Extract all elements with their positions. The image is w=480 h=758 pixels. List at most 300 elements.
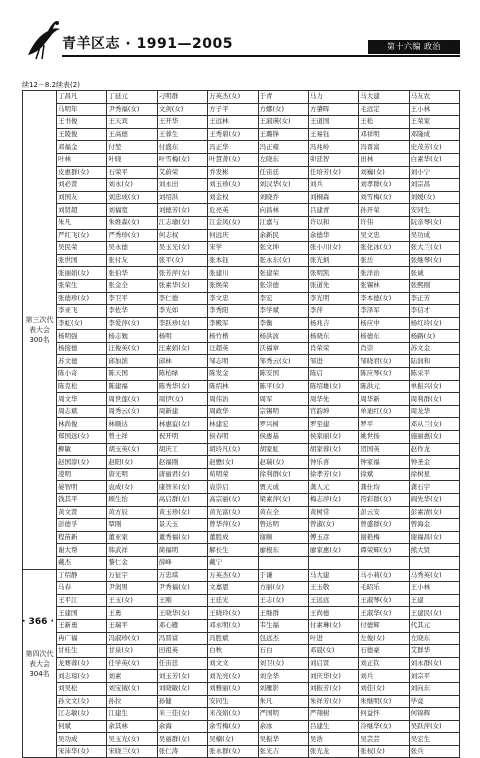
member-name-cell: 丁绍静 bbox=[57, 569, 107, 582]
member-name-cell: 石白 bbox=[258, 645, 308, 658]
member-name-cell: 刘光亮(女) bbox=[208, 670, 258, 683]
member-name-cell: 曾华萍(女) bbox=[208, 519, 258, 532]
member-name-cell: 廖根东 bbox=[258, 544, 308, 557]
member-name-cell: 王小林 bbox=[409, 103, 459, 116]
member-name-cell: 赵作龙 bbox=[409, 443, 459, 456]
member-name-cell: 刘巍(女) bbox=[359, 166, 409, 179]
member-name-cell: 方肇晖 bbox=[308, 103, 358, 116]
table-row bbox=[23, 330, 460, 343]
member-name-cell: 张诚 bbox=[409, 267, 459, 280]
member-name-cell: 宗锡明 bbox=[258, 405, 308, 418]
member-name-cell: 黄树常 bbox=[308, 506, 358, 519]
table-row bbox=[23, 670, 460, 683]
member-name-cell: 王新勇 bbox=[57, 619, 107, 632]
member-name-cell: 刘媛(女) bbox=[409, 191, 459, 204]
member-name-cell: 任宙廷 bbox=[157, 657, 207, 670]
member-name-cell: 刘宗平 bbox=[409, 670, 459, 683]
member-name-cell: 刘福宽 bbox=[107, 204, 157, 217]
member-name-cell: 钟圣金 bbox=[409, 456, 459, 469]
member-name-cell: 吴玉光(女) bbox=[107, 733, 157, 746]
member-name-cell: 李卫平 bbox=[107, 292, 157, 305]
member-name-cell: 毕竟 bbox=[409, 695, 459, 708]
member-name-cell: 安同生 bbox=[409, 204, 459, 217]
member-name-cell: 张光吉 bbox=[258, 745, 308, 758]
member-name-cell: 刘永(女) bbox=[107, 179, 157, 192]
table-row bbox=[23, 519, 460, 532]
member-name-cell: 景天玉 bbox=[157, 519, 207, 532]
member-name-cell: 吕建生 bbox=[308, 720, 358, 733]
member-name-cell: 刘玉芳(女) bbox=[157, 670, 207, 683]
member-name-cell: 毛远定 bbox=[359, 103, 409, 116]
member-name-cell: 黄文贤 bbox=[57, 506, 107, 519]
member-name-cell: 曾盛群(女) bbox=[359, 519, 409, 532]
member-name-cell: 王建民(女) bbox=[409, 607, 459, 620]
member-name-cell: 余新民 bbox=[258, 229, 308, 242]
member-name-cell: 王晓玲(女) bbox=[208, 607, 258, 620]
member-name-cell: 张岳 bbox=[359, 254, 409, 267]
member-name-cell: 刘雪梅(女) bbox=[359, 191, 409, 204]
member-name-cell: 李仁德 bbox=[157, 292, 207, 305]
member-name-cell: 张焕荣 bbox=[208, 279, 258, 292]
member-name-cell: 王尚德 bbox=[308, 607, 358, 620]
member-name-cell: 徐利群(女) bbox=[258, 468, 308, 481]
member-name-cell: 马大建 bbox=[308, 569, 358, 582]
table-row bbox=[23, 657, 460, 670]
member-name-cell: 于青 bbox=[258, 91, 308, 104]
member-name-cell: 陈小奇 bbox=[57, 368, 107, 381]
member-name-cell: 丁延元 bbox=[107, 91, 157, 104]
table-row bbox=[23, 204, 460, 217]
member-name-cell: 李本德(女) bbox=[359, 292, 409, 305]
table-row bbox=[23, 456, 460, 469]
member-name-cell: 罗至建 bbox=[308, 418, 358, 431]
member-name-cell: 刘宝钺(女) bbox=[107, 682, 157, 695]
table-row bbox=[23, 619, 460, 632]
member-name-cell: 刘兵 bbox=[308, 179, 358, 192]
member-name-cell: 付德辉 bbox=[359, 619, 409, 632]
member-name-cell: 江金凤(女) bbox=[208, 216, 258, 229]
member-name-cell: 刘桐森 bbox=[308, 191, 358, 204]
table-row bbox=[23, 305, 460, 318]
member-name-cell: 刘绍洪 bbox=[157, 191, 207, 204]
member-name-cell: 周世莲(女) bbox=[107, 393, 157, 406]
member-name-cell: 周军 bbox=[258, 393, 308, 406]
member-name-cell: 张建川 bbox=[208, 267, 258, 280]
book-title: 青羊区志 · 1991—2005 bbox=[62, 36, 233, 52]
member-name-cell: 王勇 bbox=[107, 607, 157, 620]
member-name-cell: 李跃珍(女) bbox=[157, 317, 207, 330]
table-row bbox=[23, 191, 460, 204]
member-name-cell: 张丽娟(女) bbox=[57, 267, 107, 280]
member-name-cell: 冯淑珍(女) bbox=[107, 632, 157, 645]
member-name-cell: 皮惠群(女) bbox=[57, 166, 107, 179]
member-name-cell: 侯惠基 bbox=[258, 431, 308, 444]
table-row bbox=[23, 279, 460, 292]
member-name-cell: 白秋 bbox=[208, 645, 258, 658]
member-name-cell: 马力 bbox=[308, 91, 358, 104]
member-name-cell: 凌明 bbox=[57, 468, 107, 481]
member-name-cell: 陈建福 bbox=[107, 380, 157, 393]
member-name-cell: 陈洪元 bbox=[359, 380, 409, 393]
member-name-cell: 朱维森(女) bbox=[107, 216, 157, 229]
table-row bbox=[23, 594, 460, 607]
member-name-cell: 柳敏 bbox=[57, 443, 107, 456]
member-name-cell: 米三佳(女) bbox=[157, 708, 207, 721]
member-name-cell: 邓福金 bbox=[57, 141, 107, 154]
member-name-cell: 赵阳(女) bbox=[107, 456, 157, 469]
member-name-cell: 刘必贤 bbox=[57, 179, 107, 192]
member-name-cell: 朱凡 bbox=[57, 216, 107, 229]
member-name-cell: 杨红玲(女) bbox=[409, 317, 459, 330]
member-name-cell: 周政华 bbox=[208, 405, 258, 418]
member-name-cell: 杨竹楷 bbox=[208, 330, 258, 343]
member-name-cell: 万征宇 bbox=[107, 569, 157, 582]
member-name-cell: 董胜成 bbox=[208, 531, 258, 544]
member-name-cell: 吕建青 bbox=[308, 204, 358, 217]
member-name-cell: 董秀福(女) bbox=[157, 531, 207, 544]
member-name-cell: 邓心雁 bbox=[157, 619, 207, 632]
member-name-cell: 张世国 bbox=[57, 254, 107, 267]
member-name-cell: 阎先华(女) bbox=[409, 494, 459, 507]
member-name-cell: 王璐锋 bbox=[258, 128, 308, 141]
member-name-cell: 吴芸芸 bbox=[359, 733, 409, 746]
member-name-cell: 苏文德 bbox=[57, 355, 107, 368]
member-name-cell: 胡家虹 bbox=[258, 443, 308, 456]
member-name-cell: 周龙华 bbox=[409, 405, 459, 418]
member-name-cell: 谢顺 bbox=[258, 531, 308, 544]
member-name-cell: 刘忠成(女) bbox=[107, 191, 157, 204]
member-name-cell: 张洋治 bbox=[359, 267, 409, 280]
member-name-cell bbox=[409, 556, 459, 569]
member-name-cell: 严红飞(女) bbox=[57, 229, 107, 242]
member-name-cell: 付堃 bbox=[107, 141, 157, 154]
member-name-cell: 刘文文 bbox=[208, 657, 258, 670]
member-name-cell: 艾蔚荣 bbox=[157, 166, 207, 179]
table-row bbox=[23, 506, 460, 519]
member-name-cell: 廖家惠(女) bbox=[308, 544, 358, 557]
member-name-cell: 王继群 bbox=[258, 607, 308, 620]
member-name-cell: 李正芳 bbox=[409, 292, 459, 305]
table-row bbox=[23, 254, 460, 267]
roster-body bbox=[23, 91, 460, 758]
member-name-cell: 安同生 bbox=[208, 695, 258, 708]
member-name-cell: 米茂娟(女) bbox=[208, 708, 258, 721]
member-name-cell: 王建国 bbox=[57, 607, 107, 620]
table-caption: 续12－8.2续表(2) bbox=[22, 81, 80, 89]
member-name-cell: 于谦 bbox=[258, 569, 308, 582]
member-name-cell: 张道先 bbox=[308, 279, 358, 292]
member-name-cell: 任培芳(女) bbox=[308, 166, 358, 179]
member-name-cell: 朱凡 bbox=[258, 695, 308, 708]
member-name-cell: 王远远 bbox=[308, 594, 358, 607]
member-name-cell: 马友农 bbox=[409, 91, 459, 104]
member-name-cell: 刘玉珍(女) bbox=[208, 179, 258, 192]
member-name-cell: 单振兴(女) bbox=[409, 380, 459, 393]
member-name-cell: 刘雁影 bbox=[258, 682, 308, 695]
member-name-cell: 陈绍雄(女) bbox=[308, 380, 358, 393]
member-name-cell: 杨兆吉 bbox=[308, 317, 358, 330]
header-rule bbox=[62, 55, 460, 57]
member-name-cell: 马秀英(女) bbox=[409, 569, 459, 582]
member-name-cell: 王玉(女) bbox=[107, 594, 157, 607]
member-name-cell: 尹秀福(女) bbox=[157, 582, 207, 595]
member-name-cell: 冷继华(女) bbox=[359, 720, 409, 733]
member-name-cell: 乔发彬 bbox=[208, 166, 258, 179]
member-name-cell: 何志权 bbox=[157, 229, 207, 242]
member-name-cell: 毛昭乐 bbox=[359, 582, 409, 595]
member-name-cell: 赵懋(女) bbox=[208, 456, 258, 469]
member-name-cell: 张化冰(女) bbox=[359, 242, 409, 255]
member-name-cell: 文嘉恩 bbox=[208, 582, 258, 595]
member-name-cell: 吴文忠 bbox=[359, 229, 409, 242]
member-name-cell: 杨志勉 bbox=[107, 330, 157, 343]
member-name-cell: 谭荣辉(女) bbox=[359, 544, 409, 557]
member-name-cell: 王开华 bbox=[157, 116, 207, 129]
table-row bbox=[23, 544, 460, 557]
member-name-cell: 李泽军 bbox=[359, 305, 409, 318]
member-name-cell: 汪素娟(女) bbox=[157, 342, 207, 355]
member-name-cell: 王玉敬 bbox=[308, 582, 358, 595]
member-name-cell: 卯廷智 bbox=[308, 153, 358, 166]
member-name-cell: 张锡林 bbox=[359, 279, 409, 292]
member-name-cell: 田祖英 bbox=[157, 645, 207, 658]
member-name-cell: 向昌林 bbox=[258, 204, 308, 217]
member-name-cell: 尹秀福(女) bbox=[107, 103, 157, 116]
member-name-cell: 刘孝群(女) bbox=[359, 179, 409, 192]
page-number: · 366 · bbox=[22, 617, 54, 627]
member-name-cell: 冯正雍 bbox=[258, 141, 308, 154]
member-name-cell: 徐孝芳(女) bbox=[308, 468, 358, 481]
member-name-cell: 包远杰 bbox=[258, 632, 308, 645]
member-name-cell: 康智米(女) bbox=[157, 481, 207, 494]
table-row bbox=[23, 128, 460, 141]
member-name-cell: 邓祥明 bbox=[359, 128, 409, 141]
member-name-cell: 孙拉 bbox=[107, 695, 157, 708]
table-row bbox=[23, 720, 460, 733]
member-name-cell: 张继琴(女) bbox=[409, 254, 459, 267]
member-name-cell: 吴浩 bbox=[308, 733, 358, 746]
member-name-cell: 林尚俊 bbox=[57, 418, 107, 431]
member-name-cell: 余冰 bbox=[258, 720, 308, 733]
member-name-cell: 刘素 bbox=[107, 670, 157, 683]
table-row bbox=[23, 242, 460, 255]
member-name-cell: 文剑(女) bbox=[157, 103, 207, 116]
member-name-cell: 单迪红(女) bbox=[359, 405, 409, 418]
member-name-cell: 吴功成 bbox=[409, 229, 459, 242]
member-name-cell: 王刚 bbox=[157, 594, 207, 607]
table-row bbox=[23, 695, 460, 708]
member-name-cell: 刘国友 bbox=[57, 191, 107, 204]
table-row bbox=[23, 393, 460, 406]
member-name-cell: 简福明 bbox=[157, 544, 207, 557]
member-name-cell: 邹晓君(女) bbox=[359, 355, 409, 368]
member-name-cell: 杨应中 bbox=[359, 317, 409, 330]
member-name-cell: 张建荣 bbox=[258, 267, 308, 280]
member-name-cell: 张永群(女) bbox=[208, 745, 258, 758]
member-name-cell: 周文华 bbox=[57, 393, 107, 406]
member-name-cell: 吴功成 bbox=[57, 733, 107, 746]
member-name-cell: 苏文金 bbox=[409, 342, 459, 355]
member-name-cell: 阮亲琴(女) bbox=[409, 216, 459, 229]
member-name-cell: 吴振华 bbox=[258, 733, 308, 746]
member-name-cell: 张平(女) bbox=[157, 254, 207, 267]
member-name-cell: 王高德 bbox=[107, 128, 157, 141]
table-row bbox=[23, 745, 460, 758]
member-name-cell: 张大兰(女) bbox=[409, 242, 459, 255]
member-name-cell: 叶晓 bbox=[107, 153, 157, 166]
member-name-cell: 刘金权 bbox=[208, 191, 258, 204]
member-name-cell: 杨晓东 bbox=[308, 330, 358, 343]
table-row bbox=[23, 468, 460, 481]
member-name-cell: 陈克松 bbox=[57, 380, 107, 393]
member-name-cell: 汪俊英(女) bbox=[107, 342, 157, 355]
member-name-cell: 陈平(女) bbox=[258, 380, 308, 393]
member-name-cell: 黄方辰 bbox=[107, 506, 157, 519]
member-name-cell: 何益怀 bbox=[359, 708, 409, 721]
member-name-cell: 钟家福 bbox=[359, 456, 409, 469]
table-row bbox=[23, 607, 460, 620]
member-name-cell: 李光明 bbox=[308, 292, 358, 305]
member-name-cell: 刘小宁 bbox=[409, 166, 459, 179]
member-name-cell: 史茂芳(女) bbox=[409, 141, 459, 154]
member-name-cell: 周伟治 bbox=[208, 393, 258, 406]
member-name-cell: 胡玲凡(女) bbox=[208, 443, 258, 456]
member-name-cell: 李宏 bbox=[258, 292, 308, 305]
member-name-cell: 冯胜斌 bbox=[208, 632, 258, 645]
member-name-cell: 沃福章 bbox=[258, 342, 308, 355]
member-name-cell: 林建宏 bbox=[208, 418, 258, 431]
member-name-cell: 高启群(女) bbox=[157, 494, 207, 507]
member-name-cell: 马小莉(女) bbox=[359, 569, 409, 582]
member-name-cell: 方娜(女) bbox=[258, 103, 308, 116]
member-name-cell: 张明凯 bbox=[308, 267, 358, 280]
member-name-cell: 顾生怡 bbox=[107, 494, 157, 507]
member-name-cell: 李殿军 bbox=[208, 317, 258, 330]
table-row bbox=[23, 708, 460, 721]
member-name-cell: 刘正钦 bbox=[359, 657, 409, 670]
member-name-cell: 钟乐喜 bbox=[308, 456, 358, 469]
member-name-cell: 孙健 bbox=[157, 695, 207, 708]
member-name-cell: 李佐华 bbox=[107, 305, 157, 318]
member-name-cell: 陈启 bbox=[308, 368, 358, 381]
member-name-cell: 戴宁 bbox=[208, 556, 258, 569]
member-name-cell: 梁素萍(女) bbox=[258, 494, 308, 507]
member-name-cell: 肖崇 bbox=[359, 342, 409, 355]
member-name-cell: 王晓华(女) bbox=[157, 607, 207, 620]
member-name-cell: 王瑞平 bbox=[107, 619, 157, 632]
member-name-cell: 余雪梅(女) bbox=[208, 720, 258, 733]
member-name-cell: 王廷光 bbox=[208, 594, 258, 607]
member-name-cell: 晏智明 bbox=[57, 481, 107, 494]
member-name-cell: 王小林 bbox=[409, 582, 459, 595]
member-name-cell: 王易钰 bbox=[308, 128, 358, 141]
member-name-cell: 侯春明 bbox=[208, 431, 258, 444]
member-name-cell: 钱其平 bbox=[57, 494, 107, 507]
member-name-cell: 王志(女) bbox=[258, 594, 308, 607]
member-name-cell: 叶慧菁(女) bbox=[208, 153, 258, 166]
member-name-cell: 周华新 bbox=[359, 393, 409, 406]
member-name-cell: 王陵俊 bbox=[57, 128, 107, 141]
member-name-cell: 张仁涛 bbox=[157, 745, 207, 758]
member-name-cell: 刘晓敏(女) bbox=[157, 682, 207, 695]
table-row bbox=[23, 267, 460, 280]
member-name-cell: 杨德东 bbox=[359, 330, 409, 343]
member-name-cell: 周伊(女) bbox=[157, 393, 207, 406]
member-name-cell: 王松 bbox=[359, 116, 409, 129]
table-row bbox=[23, 531, 460, 544]
member-name-cell: 刘吴松 bbox=[57, 682, 107, 695]
member-name-cell: 余其林 bbox=[107, 720, 157, 733]
member-name-cell: 何锦辉 bbox=[409, 708, 459, 721]
member-name-cell: 余海 bbox=[157, 720, 207, 733]
member-name-cell: 危亮英 bbox=[208, 204, 258, 217]
table-row bbox=[23, 494, 460, 507]
member-name-cell: 李学斌 bbox=[258, 305, 308, 318]
member-name-cell: 李爱萍(女) bbox=[107, 317, 157, 330]
member-name-cell: 符彩群(女) bbox=[359, 494, 409, 507]
member-name-cell: 王秀碧(女) bbox=[208, 128, 258, 141]
member-name-cell: 侯家丽(女) bbox=[308, 431, 358, 444]
member-name-cell: 孙开荣 bbox=[359, 204, 409, 217]
member-name-cell: 刘宗昌 bbox=[409, 179, 459, 192]
member-name-cell: 付素琳(女) bbox=[308, 619, 358, 632]
table-row bbox=[23, 443, 460, 456]
member-name-cell: 杨洪波 bbox=[258, 330, 308, 343]
table-row bbox=[23, 556, 460, 569]
member-name-cell: 任宙廷 bbox=[258, 166, 308, 179]
member-name-cell: 万英杰(女) bbox=[208, 569, 258, 582]
member-name-cell: 江嘉与 bbox=[258, 216, 308, 229]
table-row bbox=[23, 368, 460, 381]
member-name-cell: 杨明 bbox=[157, 330, 207, 343]
member-name-cell bbox=[258, 556, 308, 569]
member-name-cell: 王淑瑛(女) bbox=[258, 116, 308, 129]
member-name-cell: 尹润男 bbox=[107, 582, 157, 595]
member-name-cell: 施丽惠(女) bbox=[409, 431, 459, 444]
member-name-cell: 周新建 bbox=[157, 405, 207, 418]
member-name-cell: 孙文文(女) bbox=[57, 695, 107, 708]
member-name-cell: 彭云安 bbox=[359, 506, 409, 519]
member-name-cell: 邱加滨 bbox=[107, 355, 157, 368]
member-name-cell: 王荣家 bbox=[409, 116, 459, 129]
member-name-cell: 刘启贤 bbox=[308, 657, 358, 670]
member-name-cell: 覃刚 bbox=[107, 519, 157, 532]
member-name-cell: 陈安国 bbox=[258, 368, 308, 381]
member-name-cell: 贺国英 bbox=[359, 443, 409, 456]
member-name-cell: 王书俊 bbox=[57, 116, 107, 129]
member-name-cell: 吴跃萍(女) bbox=[409, 720, 459, 733]
member-name-cell: 江志敏(女) bbox=[57, 708, 107, 721]
member-name-cell: 邱林 bbox=[157, 355, 207, 368]
member-name-cell: 张素华(女) bbox=[157, 279, 207, 292]
member-name-cell: 官韵坤 bbox=[308, 405, 358, 418]
member-name-cell: 程苗新 bbox=[57, 531, 107, 544]
member-name-cell: 宋沛华(女) bbox=[57, 745, 107, 758]
member-name-cell: 刘永群(女) bbox=[409, 657, 459, 670]
member-name-cell: 郑国远(女) bbox=[57, 431, 107, 444]
member-name-cell: 万忠琪 bbox=[157, 569, 207, 582]
member-name-cell: 万英杰(女) bbox=[208, 91, 258, 104]
member-name-cell: 王蓉生 bbox=[157, 128, 207, 141]
member-name-cell: 吴楠(女) bbox=[208, 733, 258, 746]
member-name-cell: 王建 bbox=[409, 594, 459, 607]
member-name-cell: 王淑华(女) bbox=[359, 607, 409, 620]
member-name-cell: 袁成(女) bbox=[107, 481, 157, 494]
member-name-cell: 张崇德 bbox=[258, 279, 308, 292]
member-name-cell: 吴丽群(女) bbox=[157, 733, 207, 746]
table-row bbox=[23, 405, 460, 418]
table-row bbox=[23, 342, 460, 355]
